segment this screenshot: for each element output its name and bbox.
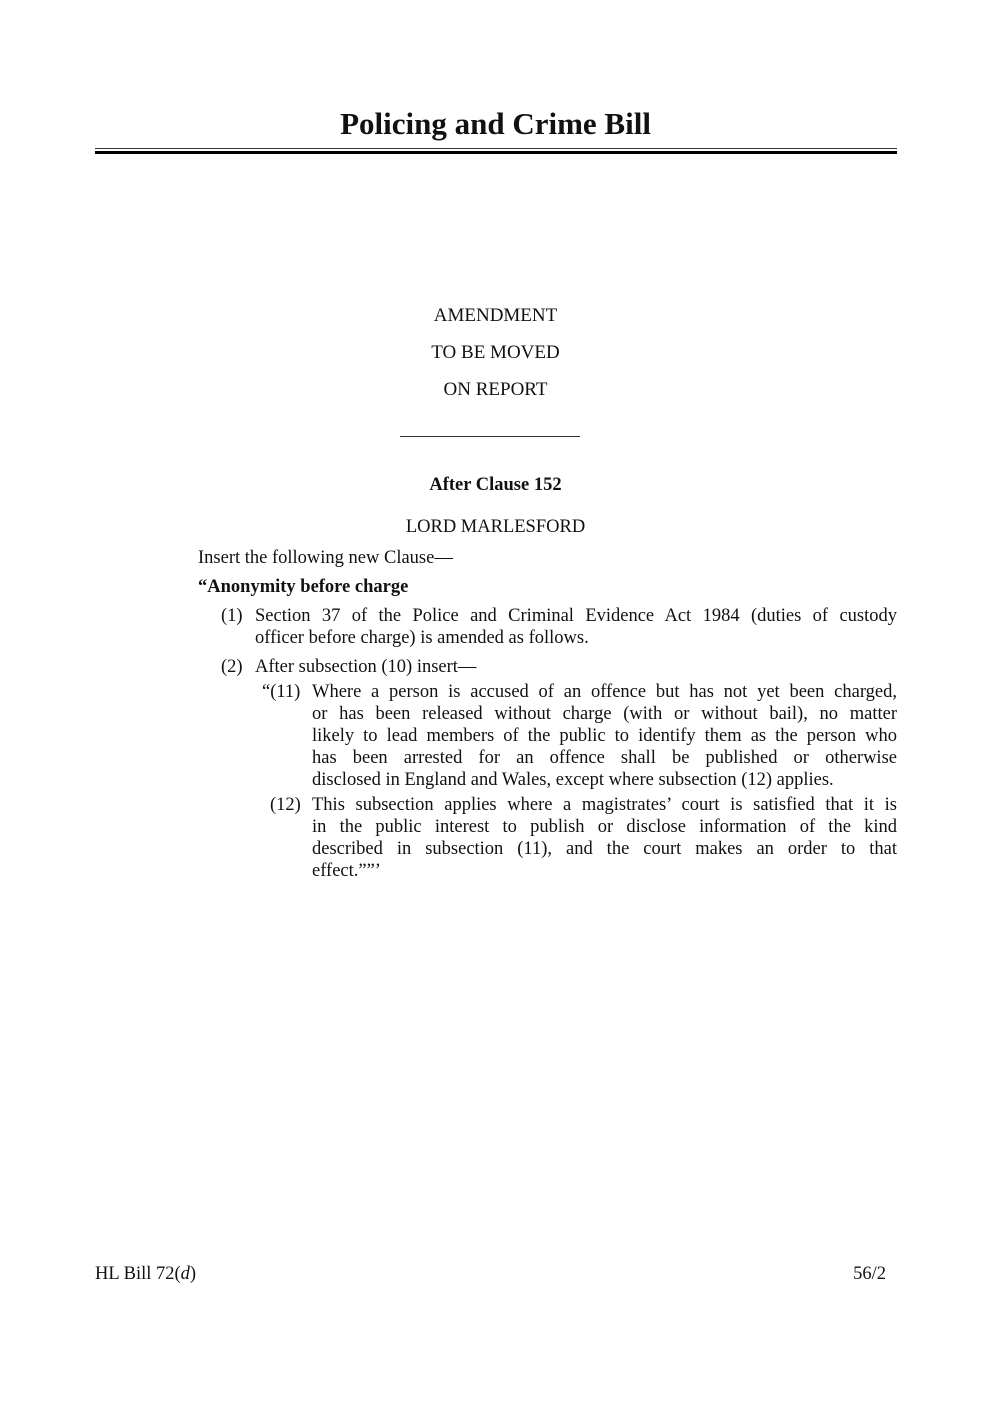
subsection-text-line: or has been released without charge (with or without bail), no matter (312, 704, 897, 724)
clause-reference: After Clause 152 (429, 475, 562, 495)
new-clause-title: “Anonymity before charge (198, 577, 409, 597)
subsection-text-line: disclosed in England and Wales, except where subsection (12) applies. (312, 770, 834, 790)
subsection-number: (1) (221, 606, 243, 626)
subsection-text-line: Where a person is accused of an offence but has not yet been charged, (312, 682, 897, 702)
bill-letter: d (180, 1264, 190, 1284)
subsection-text-line: has been arrested for an offence shall be published or otherwise (312, 748, 897, 768)
title-rule-thick (95, 151, 897, 154)
subsection-text-line: likely to lead members of the public to identify them as the person who (312, 726, 897, 746)
heading-amendment: AMENDMENT (433, 305, 558, 326)
subsection-text-line: effect.””’ (312, 861, 381, 881)
subsection-text-line: in the public interest to publish or disclose information of the kind (312, 817, 897, 837)
bill-number (95, 1263, 196, 1285)
heading-to-be-moved: TO BE MOVED (431, 342, 560, 363)
subsection-text-line: Section 37 of the Police and Criminal Evidence Act 1984 (duties of custody (255, 606, 897, 626)
title-rule-thin (95, 148, 897, 149)
intro-text: Insert the following new Clause— (198, 548, 453, 568)
mover-name: LORD MARLESFORD (405, 517, 586, 537)
heading-on-report: ON REPORT (443, 379, 548, 400)
bill-prefix: HL Bill 72( (95, 1264, 181, 1284)
subsection-number: “(11) (262, 682, 301, 702)
divider (400, 436, 580, 437)
subsection-text-line: This subsection applies where a magistrates’ court is satisfied that it is (312, 795, 897, 815)
subsection-text-line: After subsection (10) insert— (255, 657, 477, 677)
subsection-number: (2) (221, 657, 243, 677)
subsection-number: (12) (270, 795, 301, 815)
subsection-text-line: officer before charge) is amended as follows. (255, 628, 589, 648)
document-title: Policing and Crime Bill (340, 106, 651, 141)
page-reference: 56/2 (853, 1264, 886, 1284)
subsection-text-line: described in subsection (11), and the court makes an order to that (312, 839, 897, 859)
bill-suffix: ) (189, 1264, 197, 1284)
